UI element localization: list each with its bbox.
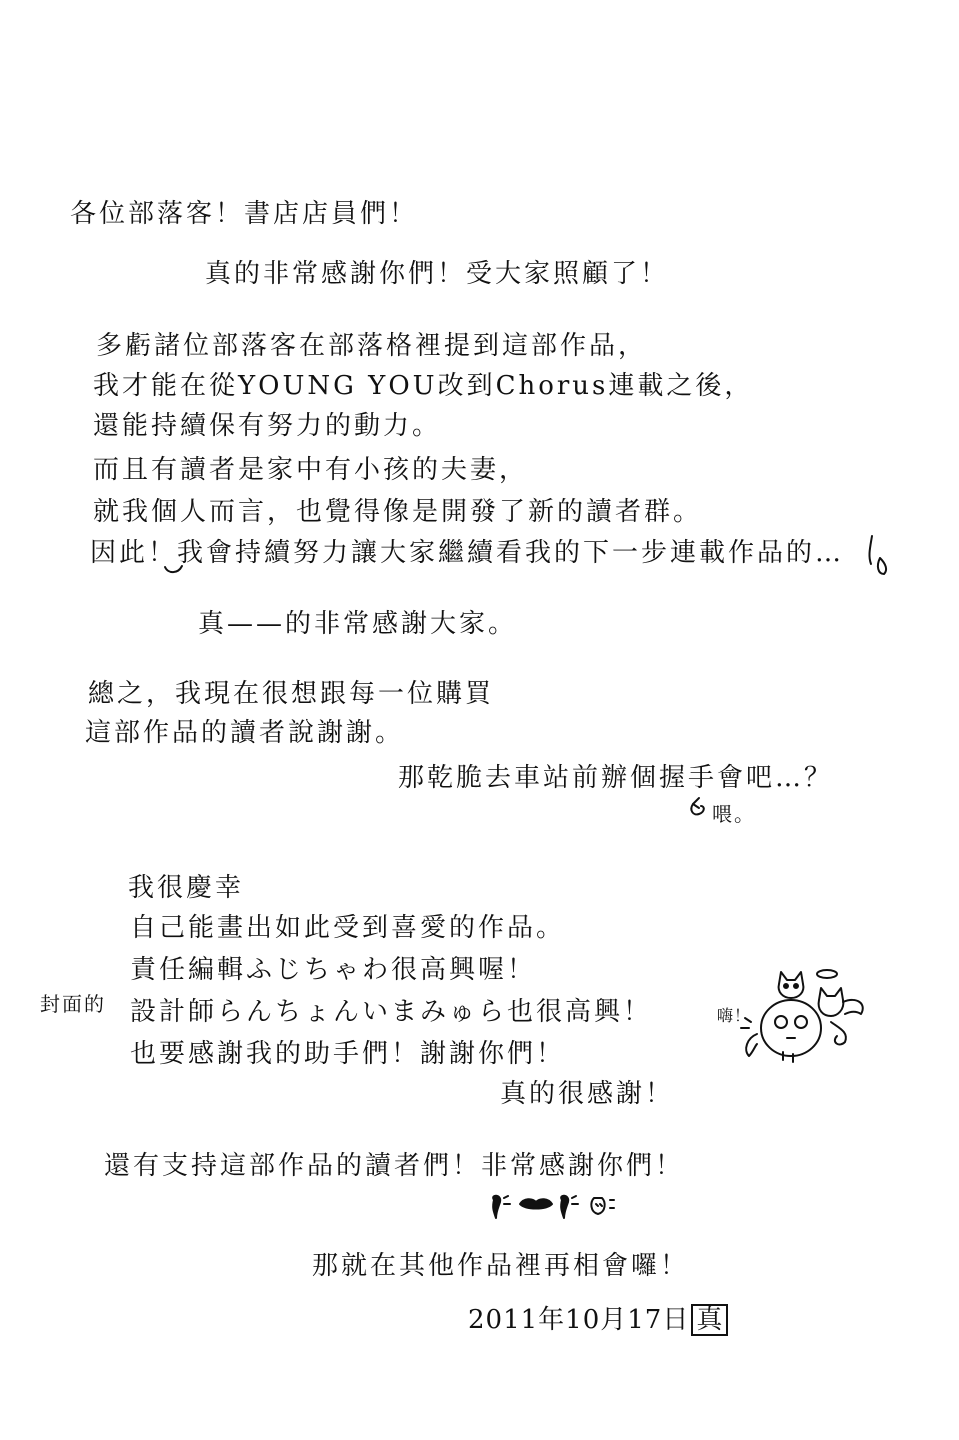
farewell-line: 那就在其他作品裡再相會囉！ (312, 1251, 690, 1281)
smile-mark-icon (162, 562, 186, 578)
paragraph-1-line-5: 就我個人而言，也覺得像是開發了新的讀者群。 (93, 497, 703, 527)
date-text: 2011年10月17日 (468, 1305, 690, 1335)
cover-note: 封面的 (40, 992, 106, 1016)
character-with-cats-doodle-icon (735, 962, 875, 1072)
paragraph-1-line-3: 還能持續保有努力的動力。 (93, 411, 442, 441)
handshake-aside: 喂。 (712, 802, 756, 826)
thanks-line-2: 真——的非常感謝大家。 (198, 609, 518, 639)
readers-thanks-line: 還有支持這部作品的讀者們！非常感謝你們！ (104, 1151, 685, 1181)
paragraph-2-line-1: 總之，我現在很想跟每一位購買 (88, 679, 495, 709)
paragraph-3-line-5: 也要感謝我的助手們！謝謝你們！ (130, 1039, 566, 1069)
paragraph-3-line-4: 設計師らんちょんいまみゅら也很高興！ (130, 997, 653, 1027)
thanks-line-3: 真的很感謝！ (500, 1079, 675, 1109)
greeting-line: 各位部落客！書店店員們！ (70, 199, 419, 229)
paragraph-1-line-2: 我才能在從YOUNG YOU改到Chorus連載之後， (93, 371, 754, 401)
signature-box: 真 (691, 1304, 728, 1336)
paragraph-3-line-3: 責任編輯ふじちゃわ很高興喔！ (130, 955, 537, 985)
date-line (468, 1302, 728, 1338)
paragraph-1-line-4: 而且有讀者是家中有小孩的夫妻， (93, 455, 529, 485)
paragraph-3-line-1: 我很慶幸 (128, 873, 245, 903)
paragraph-2-line-2: 這部作品的讀者說謝謝。 (85, 718, 405, 748)
doodle-speech: 嗨！ (717, 1006, 752, 1025)
sweat-drop-icon (862, 530, 892, 580)
handshake-line: 那乾脆去車站前辦個握手會吧…？ (398, 763, 834, 793)
thanks-line-1: 真的非常感謝你們！受大家照顧了！ (205, 259, 670, 289)
paragraph-1-line-6: 因此！我會持續努力讓大家繼續看我的下一步連載作品的… (90, 538, 845, 568)
paragraph-1-line-1: 多虧諸位部落客在部落格裡提到這部作品， (96, 331, 648, 361)
paragraph-3-line-2: 自己能畫出如此受到喜愛的作品。 (130, 913, 566, 943)
squiggle-arrow-icon (685, 794, 713, 820)
hearts-and-lips-doodle-icon (486, 1190, 626, 1230)
